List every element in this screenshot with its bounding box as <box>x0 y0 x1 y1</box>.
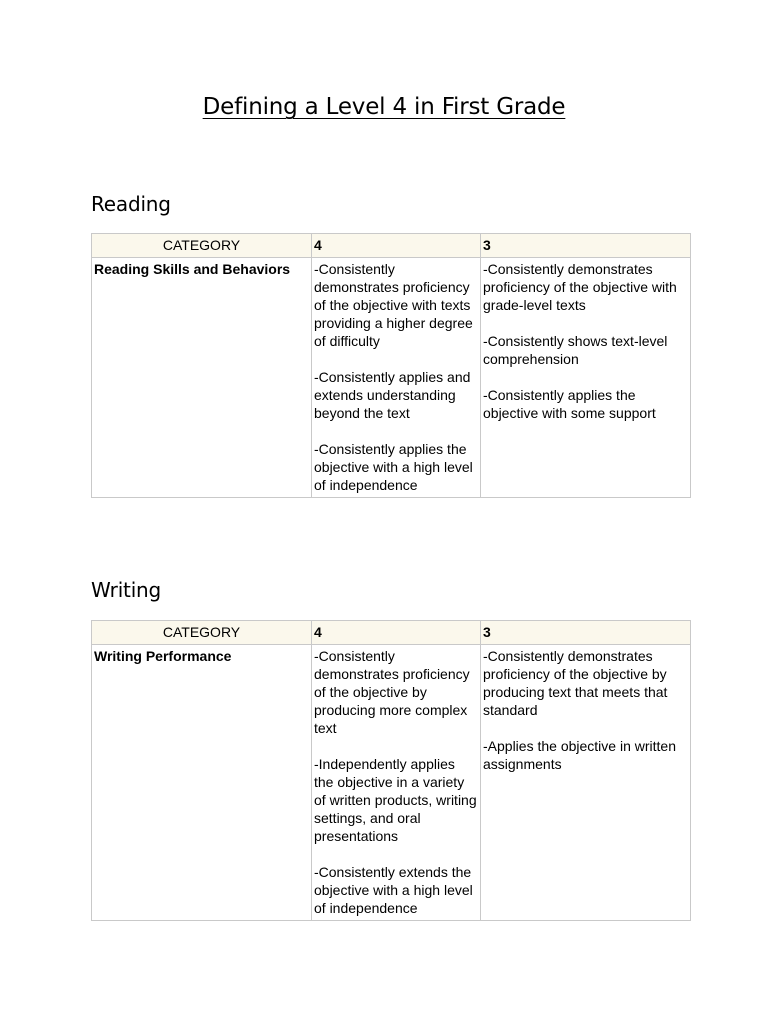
writing-rubric-table <box>91 620 691 921</box>
list-item: -Applies the objective in written assignments <box>483 738 676 772</box>
list-item: -Consistently applies the objective with a high level of independence <box>314 441 473 493</box>
category-cell: Writing Performance <box>92 645 312 921</box>
table-header-row <box>92 621 691 645</box>
column-header-category: CATEGORY <box>92 234 312 258</box>
list-item: -Consistently applies and extends understanding beyond the text <box>314 369 471 421</box>
list-item: -Consistently shows text-level comprehension <box>483 333 668 367</box>
level-3-cell <box>481 258 691 498</box>
section-heading-reading: Reading <box>91 192 171 216</box>
table-header-row <box>92 234 691 258</box>
level-4-cell <box>312 645 481 921</box>
table-row <box>92 258 691 498</box>
list-item: -Consistently extends the objective with a high level of independence <box>314 864 473 916</box>
page-title: Defining a Level 4 in First Grade <box>202 94 566 120</box>
column-header-level-3: 3 <box>481 621 691 645</box>
section-heading-writing: Writing <box>91 578 162 602</box>
level-4-cell <box>312 258 481 498</box>
table-row <box>92 645 691 921</box>
category-cell: Reading Skills and Behaviors <box>92 258 312 498</box>
level-3-cell <box>481 645 691 921</box>
list-item: -Consistently demonstrates proficiency of the objective by producing text that meets that standard <box>483 648 668 718</box>
column-header-level-4: 4 <box>312 621 481 645</box>
list-item: -Independently applies the objective in a variety of written products, writing settings, and oral presentations <box>314 756 477 844</box>
reading-rubric-table <box>91 233 691 498</box>
list-item: -Consistently demonstrates proficiency of the objective with texts providing a higher degree of difficulty <box>314 261 473 349</box>
column-header-level-3: 3 <box>481 234 691 258</box>
column-header-level-4: 4 <box>312 234 481 258</box>
list-item: -Consistently demonstrates proficiency of the objective by producing more complex text <box>314 648 470 736</box>
list-item: -Consistently demonstrates proficiency of the objective with grade-level texts <box>483 261 677 313</box>
column-header-category: CATEGORY <box>92 621 312 645</box>
list-item: -Consistently applies the objective with some support <box>483 387 656 421</box>
